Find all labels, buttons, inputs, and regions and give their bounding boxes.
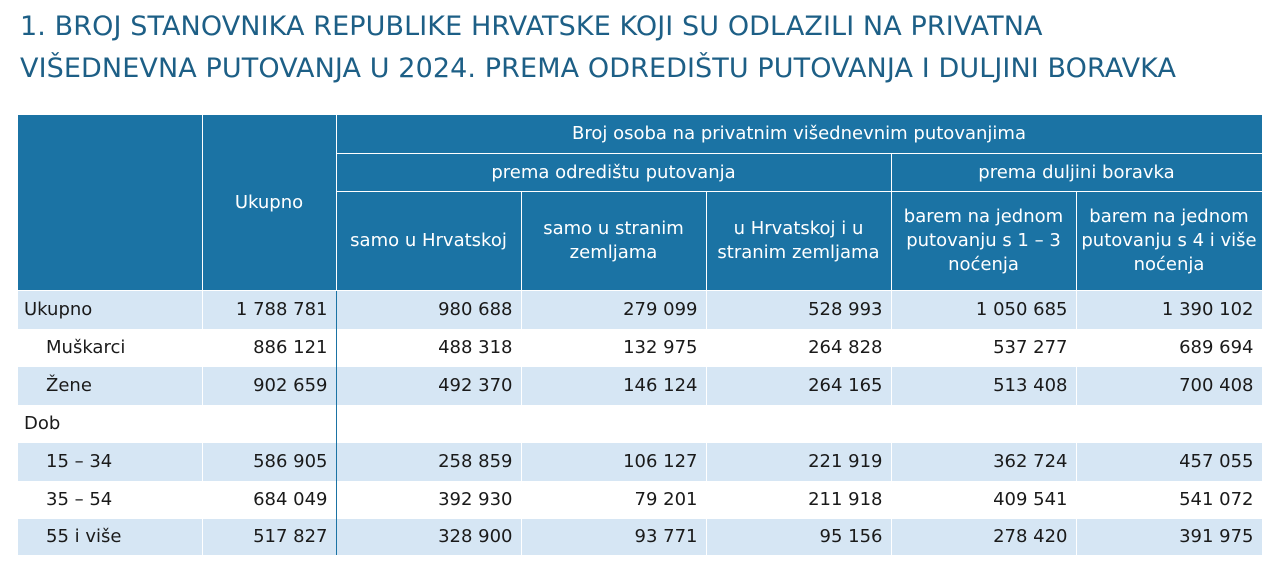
table-cell: 586 905 <box>202 443 336 481</box>
table-cell: 146 124 <box>521 367 706 405</box>
header-col-abroad-only: samo u stranim zemljama <box>521 192 706 291</box>
table-cell: 132 975 <box>521 329 706 367</box>
header-col-1-3-nights: barem na jednom putovanju s 1 – 3 noćenja <box>891 192 1076 291</box>
header-col-croatia-only: samo u Hrvatskoj <box>336 192 521 291</box>
table-cell: 537 277 <box>891 329 1076 367</box>
table-cell: 391 975 <box>1076 519 1262 555</box>
table-cell: 221 919 <box>706 443 891 481</box>
table-cell: 513 408 <box>891 367 1076 405</box>
row-label: Ukupno <box>18 291 202 330</box>
table-cell: 700 408 <box>1076 367 1262 405</box>
table-cell: 684 049 <box>202 481 336 519</box>
table-cell: 528 993 <box>706 291 891 330</box>
header-by-destination: prema odredištu putovanja <box>336 154 891 192</box>
table-row <box>18 367 1262 405</box>
table-cell: 541 072 <box>1076 481 1262 519</box>
table-cell: 328 900 <box>336 519 521 555</box>
table-cell: 362 724 <box>891 443 1076 481</box>
table-cell: 264 165 <box>706 367 891 405</box>
table-cell <box>891 405 1076 443</box>
table-cell: 93 771 <box>521 519 706 555</box>
row-label: Dob <box>18 405 202 443</box>
table-row <box>18 329 1262 367</box>
table-cell <box>521 405 706 443</box>
table-cell: 980 688 <box>336 291 521 330</box>
table-cell: 258 859 <box>336 443 521 481</box>
header-ukupno: Ukupno <box>202 115 336 291</box>
table-cell: 492 370 <box>336 367 521 405</box>
row-label: 35 – 54 <box>18 481 202 519</box>
row-label: Muškarci <box>18 329 202 367</box>
table-row <box>18 481 1262 519</box>
table-row <box>18 519 1262 555</box>
data-table <box>18 114 1263 555</box>
header-group: Broj osoba na privatnim višednevnim putovanjima <box>336 115 1262 154</box>
header-by-duration: prema duljini boravka <box>891 154 1262 192</box>
row-label: Žene <box>18 367 202 405</box>
title-line-1: 1. BROJ STANOVNIKA REPUBLIKE HRVATSKE KOJI SU ODLAZILI NA PRIVATNA <box>20 11 1043 42</box>
header-col-croatia-and-abroad: u Hrvatskoj i u stranim zemljama <box>706 192 891 291</box>
table-cell: 409 541 <box>891 481 1076 519</box>
row-label: 15 – 34 <box>18 443 202 481</box>
table-cell: 211 918 <box>706 481 891 519</box>
table-cell: 902 659 <box>202 367 336 405</box>
table-cell <box>1076 405 1262 443</box>
table-cell <box>202 405 336 443</box>
table-cell: 392 930 <box>336 481 521 519</box>
table-cell: 278 420 <box>891 519 1076 555</box>
table-cell: 279 099 <box>521 291 706 330</box>
table-cell: 264 828 <box>706 329 891 367</box>
header-col-4-plus-nights: barem na jednom putovanju s 4 i više noćenja <box>1076 192 1262 291</box>
table-cell: 886 121 <box>202 329 336 367</box>
table-cell: 79 201 <box>521 481 706 519</box>
table-cell: 1 788 781 <box>202 291 336 330</box>
title-line-2: VIŠEDNEVNA PUTOVANJA U 2024. PREMA ODREDIŠTU PUTOVANJA I DULJINI BORAVKA <box>20 53 1177 84</box>
table-cell: 457 055 <box>1076 443 1262 481</box>
table-cell: 106 127 <box>521 443 706 481</box>
table-row <box>18 291 1262 330</box>
page-title <box>20 6 1270 90</box>
table-cell: 95 156 <box>706 519 891 555</box>
header-label-corner <box>18 115 202 291</box>
table-cell: 488 318 <box>336 329 521 367</box>
table-cell: 1 390 102 <box>1076 291 1262 330</box>
row-label: 55 i više <box>18 519 202 555</box>
table-row <box>18 443 1262 481</box>
table-cell: 689 694 <box>1076 329 1262 367</box>
table-cell: 1 050 685 <box>891 291 1076 330</box>
table-cell <box>336 405 521 443</box>
table-cell: 517 827 <box>202 519 336 555</box>
table-cell <box>706 405 891 443</box>
table-row <box>18 405 1262 443</box>
